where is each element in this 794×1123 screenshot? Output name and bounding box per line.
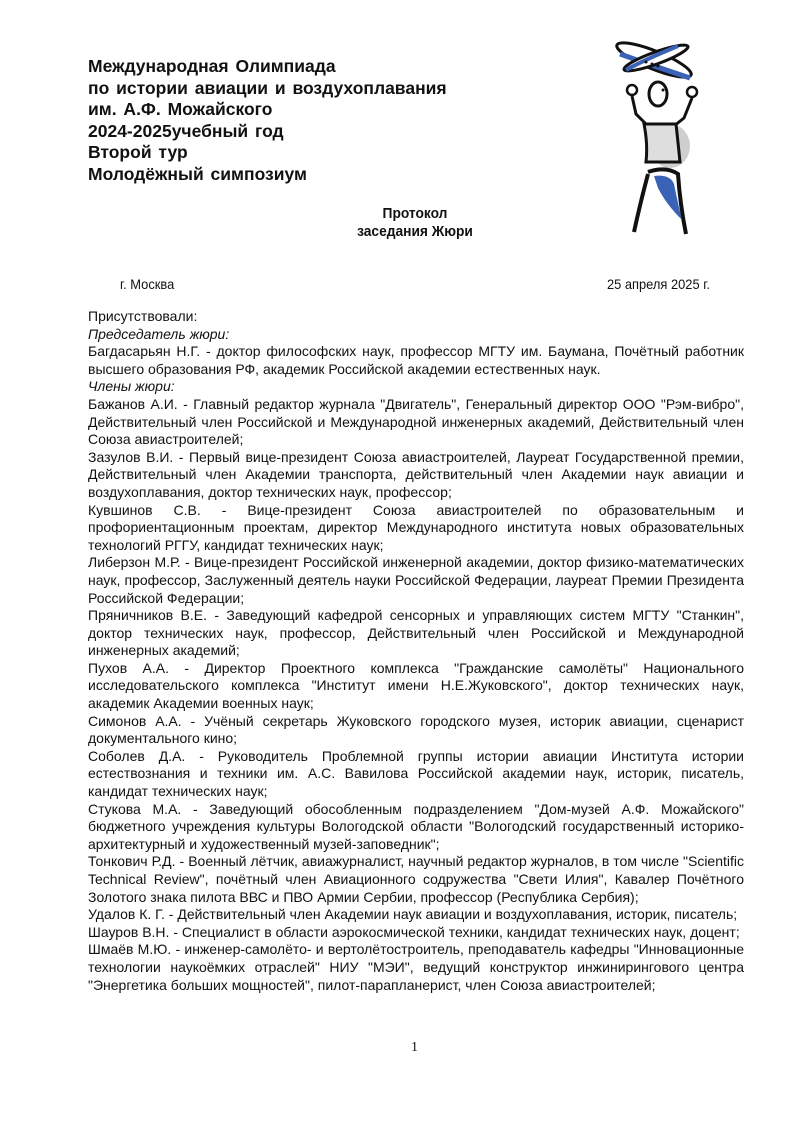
- page-number: 1: [411, 1040, 418, 1055]
- date: 25 апреля 2025 г.: [607, 276, 710, 292]
- protocol-title-line1: Протокол: [382, 206, 448, 222]
- member-entry: Пряничников В.Е. - Заведующий кафедрой сенсорных и управляющих систем МГТУ "Станкин", доктор технических наук, профессор, Действительный член Российской и Международной инженерных академий;: [88, 607, 744, 659]
- member-entry: Шмаёв М.Ю. - инженер-самолёто- и вертолётостроитель, преподаватель кафедры "Инновационные технологии наукоёмких отраслей" НИУ "МЭИ", ведущий конструктор инжинирингового центра "Энергетика больших мощностей", пилот-парапланерист, член Союза авиастроителей;: [88, 941, 744, 993]
- present-label: Присутствовали:: [88, 308, 198, 324]
- header-line: 2024-2025учебный год: [88, 120, 284, 141]
- member-entry: Либерзон М.Р. - Вице-президент Российской инженерной академии, доктор физико-математических наук, профессор, Заслуженный деятель науки Российской Федерации, лауреат Премии Президента Российской Федерации;: [88, 554, 744, 606]
- member-entry: Бажанов А.И. - Главный редактор журнала "Двигатель", Генеральный директор ООО "Рэм-вибро", Действительный член Российской и Международной инженерных академий, Действительный член Союза авиастроителей;: [88, 395, 744, 448]
- member-entry: Тонкович Р.Д. - Военный лётчик, авиажурналист, научный редактор журналов, в том числе "Scientific Technical Review", почётный член Авиационного содружества "Свети Илия", Кавалер Почётного Золотого знака пилота ВВС и ПВО Армии Сербии, профессор (Республика Сербия);: [88, 853, 744, 905]
- protocol-title: [306, 205, 525, 241]
- airplane-icon: [614, 37, 695, 84]
- member-entry: Зазулов В.И. - Первый вице-президент Союза авиастроителей, Лауреат Государственной премии, Действительный член Академии транспорта, действительный член Академии наук авиации и воздухоплавания, доктор технических наук, профессор;: [88, 448, 744, 500]
- members-label: Члены жюри:: [88, 378, 175, 395]
- chair-label: Председатель жюри:: [88, 325, 230, 342]
- header-line: Международная Олимпиада: [88, 56, 336, 76]
- member-entry: Соболев Д.А. - Руководитель Проблемной группы истории авиации Института истории естествознания и техники им. А.С. Вавилова Российской академии наук, историк, писатель, кандидат технических наук;: [88, 747, 744, 800]
- place: г. Москва: [120, 276, 175, 292]
- chair-entry: Багдасарьян Н.Г. - доктор философских наук, профессор МГТУ им. Баумана, Почётный работник высшего образования РФ, академик Российской академии естественных наук.: [88, 343, 744, 377]
- protocol-title-line2: заседания Жюри: [357, 224, 473, 240]
- member-entry: Симонов А.А. - Учёный секретарь Жуковского городского музея, историк авиации, сценарист документального кино;: [88, 712, 744, 747]
- header-line: Второй тур: [88, 142, 188, 162]
- member-entry: Кувшинов С.В. - Вице-президент Союза авиастроителей по образовательным и профориентационным проектам, директор Международного института новых образовательных технологий РГГУ, кандидат технических наук;: [88, 501, 744, 553]
- member-entry: Стукова М.А. - Заведующий обособленным подразделением "Дом-музей А.Ф. Можайского" бюджетного учреждения культуры Вологодской области "Вологодский государственный историко-архитектурный и художественный музей-заповедник";: [88, 800, 744, 852]
- olympiad-header: [88, 56, 447, 185]
- member-entry: Удалов К. Г. - Действительный член Академии наук авиации и воздухоплавания, историк, писатель;: [88, 906, 738, 923]
- member-entry: Пухов А.А. - Директор Проектного комплекса "Гражданские самолёты" Национального исследовательского комплекса "Институт имени Н.Е.Жуковского", доктор технических наук, академик Академии военных наук;: [88, 659, 744, 712]
- header-line: Молодёжный симпозиум: [88, 163, 307, 184]
- attendance-section: [88, 308, 744, 994]
- member-entry: Шауров В.Н. - Специалист в области аэрокосмической техники, кандидат технических наук, доцент;: [88, 923, 740, 940]
- header-line: по истории авиации и воздухоплавания: [88, 77, 447, 98]
- aviator-mascot-icon: [608, 34, 700, 244]
- header-line: им. А.Ф. Можайского: [88, 99, 273, 119]
